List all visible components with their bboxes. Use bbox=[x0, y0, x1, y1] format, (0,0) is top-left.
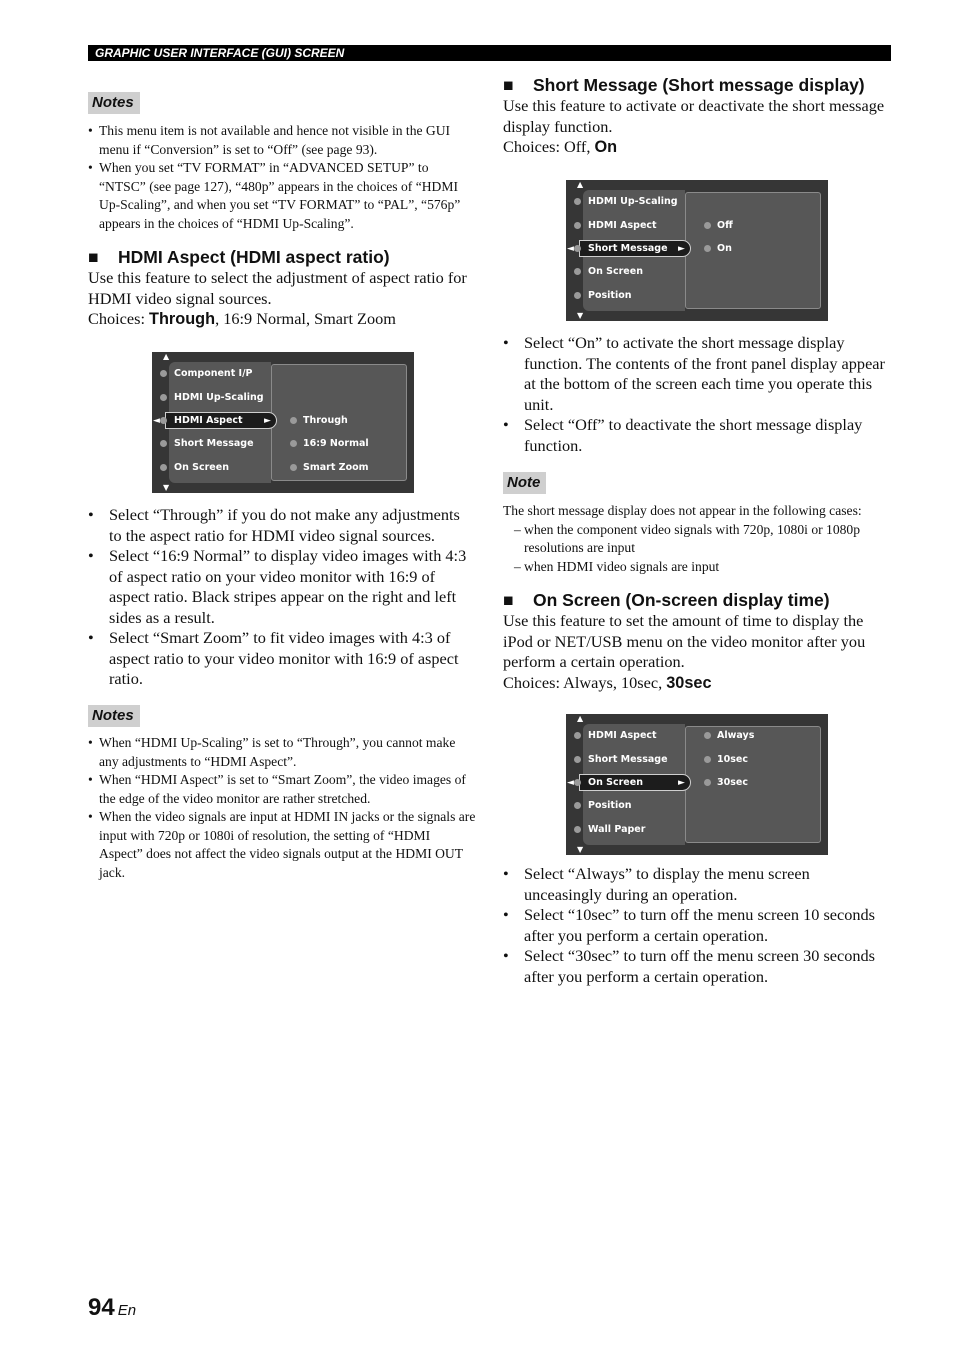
notes-label: Notes bbox=[88, 92, 140, 114]
left-arrow-icon: ◄ bbox=[567, 778, 574, 788]
hdmi-aspect-section bbox=[88, 246, 476, 330]
note-intro: The short message display does not appear in the following cases: bbox=[503, 503, 862, 518]
note-section bbox=[503, 472, 891, 576]
section-heading: ■ Short Message (Short message display) bbox=[503, 75, 865, 95]
bullet-icon bbox=[160, 417, 167, 424]
list-item: • Select “Off” to deactivate the short message display function. bbox=[503, 415, 891, 456]
list-item: – when HDMI video signals are input bbox=[503, 558, 891, 577]
bullet-icon bbox=[574, 779, 581, 786]
up-arrow-icon: ▲ bbox=[577, 714, 584, 723]
gui-screenshot-hdmi-aspect: ▲ ▼ ◄ ► Component I/P HDMI Up-Scaling HDMI Aspect Short Message On Screen Through 16:9 Normal Smart Zoom bbox=[152, 352, 414, 493]
bullet-icon bbox=[704, 222, 711, 229]
bullet-icon bbox=[704, 245, 711, 252]
left-arrow-icon: ◄ bbox=[567, 244, 574, 254]
notes-2 bbox=[88, 705, 476, 882]
hdmi-aspect-bullets bbox=[88, 505, 476, 690]
choices-line: Choices: Off, On bbox=[503, 137, 618, 156]
choices-line: Choices: Through, 16:9 Normal, Smart Zoom bbox=[88, 309, 396, 328]
notes-label: Notes bbox=[88, 705, 140, 727]
list-item: • Select “Through” if you do not make any adjustments to the aspect ratio for HDMI video signal sources. bbox=[88, 505, 476, 546]
list-item: • Select “On” to activate the short message display function. The contents of the front panel display appear at the bottom of the screen each time you operate this unit. bbox=[503, 333, 891, 415]
square-bullet-icon: ■ bbox=[88, 247, 99, 267]
on-screen-section bbox=[503, 589, 891, 693]
language-code: En bbox=[117, 1302, 137, 1319]
right-arrow-icon: ► bbox=[678, 244, 685, 254]
bullet-icon bbox=[574, 268, 581, 275]
bullet-icon bbox=[704, 779, 711, 786]
choices-line: Choices: Always, 10sec, 30sec bbox=[503, 672, 712, 692]
bullet-icon bbox=[160, 370, 167, 377]
gui-screenshot-on-screen: ▲ ▼ ◄ ► HDMI Aspect Short Message On Screen Position Wall Paper Always 10sec 30sec bbox=[566, 714, 828, 855]
section-header: GRAPHIC USER INTERFACE (GUI) SCREEN bbox=[88, 45, 891, 61]
bullet-icon bbox=[290, 440, 297, 447]
list-item: • Select “16:9 Normal” to display video images with 4:3 of aspect ratio on your video monitor with 16:9 of aspect ratio. Black stripes appear on the right and left sides as a result. bbox=[88, 546, 476, 628]
short-message-bullets bbox=[503, 333, 891, 456]
up-arrow-icon: ▲ bbox=[577, 180, 584, 189]
choice-item: Smart Zoom bbox=[303, 460, 369, 476]
list-item: • Select “10sec” to turn off the menu screen 10 seconds after you perform a certain operation. bbox=[503, 905, 891, 946]
on-screen-bullets bbox=[503, 864, 891, 987]
bullet-icon bbox=[704, 756, 711, 763]
choice-item: 30sec bbox=[717, 775, 748, 791]
down-arrow-icon: ▼ bbox=[577, 311, 584, 320]
list-item: • Select “Always” to display the menu screen unceasingly during an operation. bbox=[503, 864, 891, 905]
square-bullet-icon: ■ bbox=[503, 75, 514, 95]
choice-item: Off bbox=[717, 218, 733, 234]
bullet-icon bbox=[160, 464, 167, 471]
right-arrow-icon: ► bbox=[678, 778, 685, 788]
down-arrow-icon: ▼ bbox=[577, 845, 584, 854]
list-item: • Select “30sec” to turn off the menu screen 30 seconds after you perform a certain operation. bbox=[503, 946, 891, 987]
section-description: Use this feature to select the adjustment of aspect ratio for HDMI video signal sources. bbox=[88, 268, 467, 308]
bullet-icon bbox=[290, 417, 297, 424]
notes-1 bbox=[88, 92, 476, 233]
notes-1-list bbox=[88, 122, 476, 233]
section-description: Use this feature to set the amount of time to display the iPod or NET/USB menu on the video monitor after you perform a certain operation. bbox=[503, 611, 866, 671]
list-item: • When “HDMI Up-Scaling” is set to “Through”, you cannot make any adjustments to “HDMI Aspect”. bbox=[88, 734, 476, 771]
bullet-icon bbox=[574, 756, 581, 763]
list-item: • When “HDMI Aspect” is set to “Smart Zoom”, the video images of the edge of the video monitor are rather stretched. bbox=[88, 771, 476, 808]
section-heading: ■ HDMI Aspect (HDMI aspect ratio) bbox=[88, 247, 390, 267]
right-arrow-icon: ► bbox=[264, 416, 271, 426]
page-number: 94 En bbox=[88, 1294, 137, 1321]
section-heading: ■ On Screen (On-screen display time) bbox=[503, 590, 830, 610]
bullet-icon bbox=[574, 245, 581, 252]
choice-item: On bbox=[717, 241, 732, 257]
note-label: Note bbox=[503, 472, 546, 494]
short-message-section bbox=[503, 74, 891, 158]
list-item: • When you set “TV FORMAT” in “ADVANCED SETUP” to “NTSC” (see page 127), “480p” appears in the choices of “HDMI Up-Scaling”, and when you set “TV FORMAT” to “PAL”, “576p” appears in the choices of “HDMI Up-Scaling”. bbox=[88, 159, 476, 233]
bullet-icon bbox=[290, 464, 297, 471]
bullet-icon bbox=[574, 222, 581, 229]
down-arrow-icon: ▼ bbox=[163, 483, 170, 492]
choice-item: Through bbox=[303, 413, 348, 429]
list-item: • Select “Smart Zoom” to fit video images with 4:3 of aspect ratio to your video monitor with 16:9 of aspect ratio. bbox=[88, 628, 476, 690]
left-arrow-icon: ◄ bbox=[153, 416, 160, 426]
bullet-icon bbox=[574, 732, 581, 739]
notes-2-list bbox=[88, 734, 476, 882]
bullet-icon bbox=[574, 826, 581, 833]
choice-item: 16:9 Normal bbox=[303, 436, 369, 452]
bullet-icon bbox=[160, 394, 167, 401]
up-arrow-icon: ▲ bbox=[163, 352, 170, 361]
list-item: • This menu item is not available and hence not visible in the GUI menu if “Conversion” is set to “Off” (see page 93). bbox=[88, 122, 476, 159]
list-item: • When the video signals are input at HDMI IN jacks or the signals are input with 720p or 1080i of resolution, the setting of “HDMI Aspect” does not affect the video signals output at the HDMI OUT jack. bbox=[88, 808, 476, 882]
choice-item: 10sec bbox=[717, 752, 748, 768]
bullet-icon bbox=[574, 198, 581, 205]
section-description: Use this feature to activate or deactivate the short message display function. bbox=[503, 96, 885, 136]
choice-item: Always bbox=[717, 728, 754, 744]
bullet-icon bbox=[704, 732, 711, 739]
gui-screenshot-short-message: ▲ ▼ ◄ ► HDMI Up-Scaling HDMI Aspect Short Message On Screen Position Off On bbox=[566, 180, 828, 321]
bullet-icon bbox=[574, 292, 581, 299]
list-item: – when the component video signals with 720p, 1080i or 1080p resolutions are input bbox=[503, 521, 891, 558]
note-list bbox=[503, 521, 891, 577]
bullet-icon bbox=[160, 440, 167, 447]
square-bullet-icon: ■ bbox=[503, 590, 514, 610]
bullet-icon bbox=[574, 802, 581, 809]
